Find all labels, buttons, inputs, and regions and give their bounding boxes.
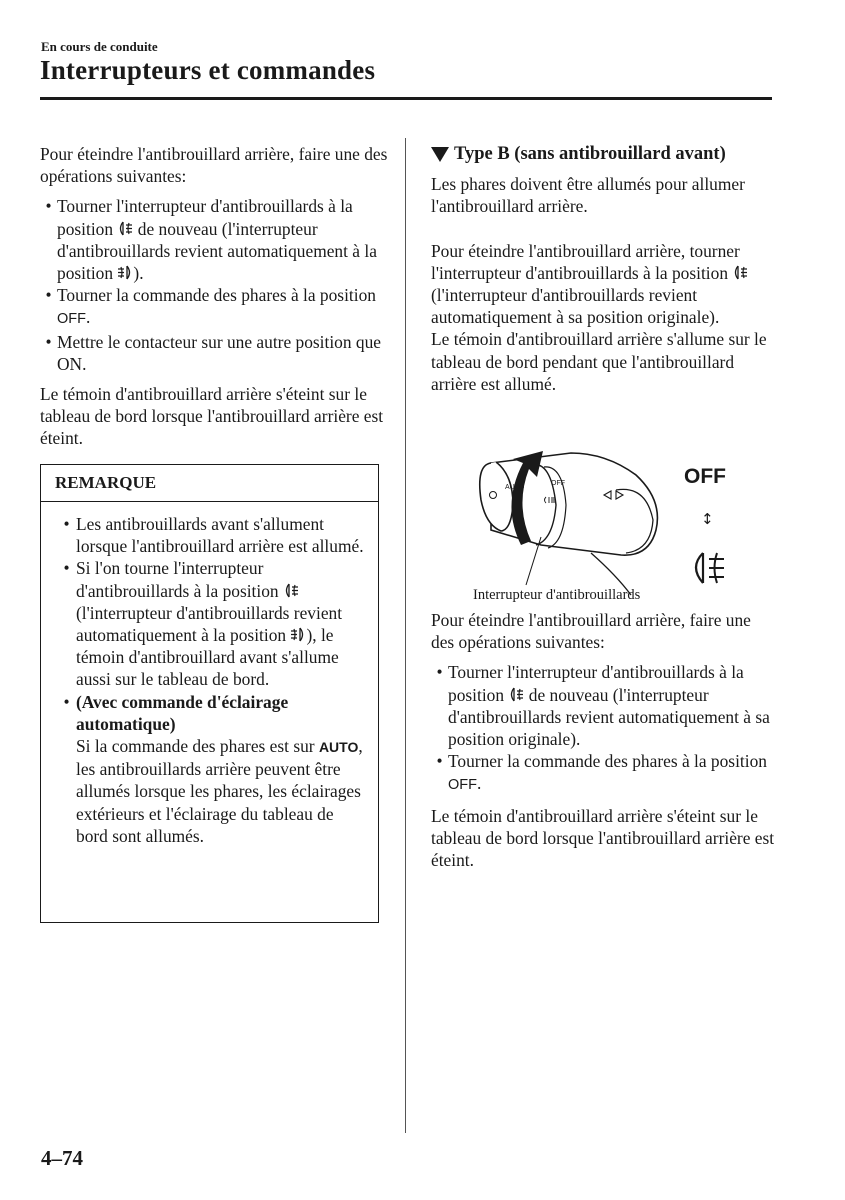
triangle-marker-icon bbox=[431, 147, 449, 162]
list-item-text: Tourner l'interrupteur d'antibrouillards à la position bbox=[57, 196, 353, 239]
list-item bbox=[431, 750, 776, 796]
rear-fog-lamp-icon bbox=[283, 582, 299, 599]
list-item-text: ), le témoin d'antibrouillard avant s'allume aussi sur le tableau de bord. bbox=[76, 625, 339, 690]
right-paragraph-1: Les phares doivent être allumés pour allumer l'antibrouillard arrière. bbox=[431, 174, 745, 217]
list-item-text: Tourner l'interrupteur d'antibrouillards à la position bbox=[448, 662, 744, 705]
rear-fog-lamp-icon bbox=[508, 686, 524, 703]
bullet-icon: • bbox=[436, 751, 443, 772]
front-fog-lamp-icon bbox=[290, 626, 306, 643]
left-intro: Pour éteindre l'antibrouillard arrière, faire une des opérations suivantes: bbox=[40, 144, 388, 187]
list-item-text: (l'interrupteur d'antibrouillards revient automatiquement à la position bbox=[76, 602, 343, 646]
right-column bbox=[431, 143, 776, 395]
column-divider bbox=[405, 138, 406, 1133]
list-item bbox=[40, 195, 390, 284]
bullet-icon: • bbox=[436, 662, 443, 683]
figure-caption: Interrupteur d'antibrouillards bbox=[473, 587, 641, 603]
auto-position-label: AUTO bbox=[318, 739, 359, 756]
off-position-label: OFF bbox=[57, 311, 86, 328]
list-item-text: Mettre le contacteur sur une autre position que ON. bbox=[57, 331, 382, 374]
list-item bbox=[431, 661, 776, 750]
bullet-icon: • bbox=[63, 691, 70, 712]
list-item-bold: (Avec commande d'éclairage automatique) bbox=[76, 691, 289, 734]
front-fog-lamp-icon bbox=[117, 264, 133, 281]
lever-illustration bbox=[431, 445, 776, 605]
list-item-text: Si l'on tourne l'interrupteur d'antibrouillards à la position bbox=[76, 558, 279, 601]
fog-switch-figure bbox=[431, 445, 776, 605]
subsection-heading bbox=[431, 143, 776, 165]
page-title: Interrupteurs et commandes bbox=[40, 55, 376, 85]
remark-heading: REMARQUE bbox=[41, 465, 378, 502]
list-item bbox=[57, 691, 367, 847]
right-paragraph-4: Pour éteindre l'antibrouillard arrière, faire une des opérations suivantes: bbox=[431, 610, 751, 653]
title-rule bbox=[40, 97, 772, 100]
off-callout: OFF bbox=[684, 465, 726, 488]
bullet-icon: • bbox=[63, 514, 70, 534]
rear-fog-lamp-icon bbox=[117, 220, 133, 237]
lever-auto-label: AUTO bbox=[505, 484, 525, 491]
remark-body bbox=[57, 513, 367, 847]
right-paragraph-5: Le témoin d'antibrouillard arrière s'éteint sur le tableau de bord lorsque l'antibrouillard arrière est éteint. bbox=[431, 805, 775, 871]
up-down-arrow-icon: ↕ bbox=[701, 510, 714, 528]
list-item-text: . bbox=[86, 307, 91, 328]
right-paragraph-2 bbox=[431, 240, 776, 329]
bullet-icon: • bbox=[63, 558, 70, 579]
lever-off-label: OFF bbox=[551, 480, 565, 487]
right-paragraph-3: Le témoin d'antibrouillard arrière s'allume sur le tableau de bord pendant que l'antibrouillard arrière est allumé. bbox=[431, 329, 767, 394]
bullet-icon: • bbox=[45, 196, 52, 217]
subsection-heading-text: Type B (sans antibrouillard avant) bbox=[454, 144, 726, 164]
list-item bbox=[57, 557, 367, 690]
list-item-text: Les antibrouillards avant s'allument lorsque l'antibrouillard arrière est allumé. bbox=[76, 514, 364, 557]
right-column-lower bbox=[431, 609, 776, 871]
list-item-text: de nouveau (l'interrupteur d'antibrouillards revient automatiquement à la position bbox=[57, 218, 377, 284]
page-number: 4–74 bbox=[41, 1146, 83, 1170]
list-item-text: de nouveau (l'interrupteur d'antibrouillards revient automatiquement à sa position originale). bbox=[448, 684, 770, 750]
rear-fog-lamp-icon bbox=[696, 553, 724, 583]
list-item bbox=[40, 284, 390, 330]
off-position-label: OFF bbox=[448, 777, 477, 794]
bullet-icon: • bbox=[45, 285, 52, 306]
remark-box bbox=[40, 464, 379, 923]
list-item-text: Tourner la commande des phares à la position bbox=[448, 751, 767, 772]
paragraph-text: (l'interrupteur d'antibrouillards revient automatiquement à sa position originale). bbox=[431, 285, 720, 328]
left-paragraph: Le témoin d'antibrouillard arrière s'éteint sur le tableau de bord lorsque l'antibrouillard arrière est éteint. bbox=[40, 384, 384, 449]
list-item-text: . bbox=[477, 773, 482, 794]
list-item-text: Si la commande des phares est sur bbox=[76, 736, 315, 757]
bullet-icon: • bbox=[45, 331, 52, 352]
list-item-text: ). bbox=[133, 263, 144, 284]
section-label: En cours de conduite bbox=[41, 39, 158, 54]
list-item bbox=[40, 331, 390, 375]
left-column bbox=[40, 143, 390, 450]
list-item bbox=[57, 513, 367, 557]
rear-fog-lamp-icon bbox=[732, 264, 748, 281]
paragraph-text: Pour éteindre l'antibrouillard arrière, tourner l'interrupteur d'antibrouillards à la position bbox=[431, 240, 740, 283]
list-item-text: Tourner la commande des phares à la position bbox=[57, 285, 376, 306]
list-item-text: , les antibrouillards arrière peuvent être allumés lorsque les phares, les éclairages extérieurs et l'éclairage du tableau de bord sont allumés. bbox=[76, 736, 363, 846]
